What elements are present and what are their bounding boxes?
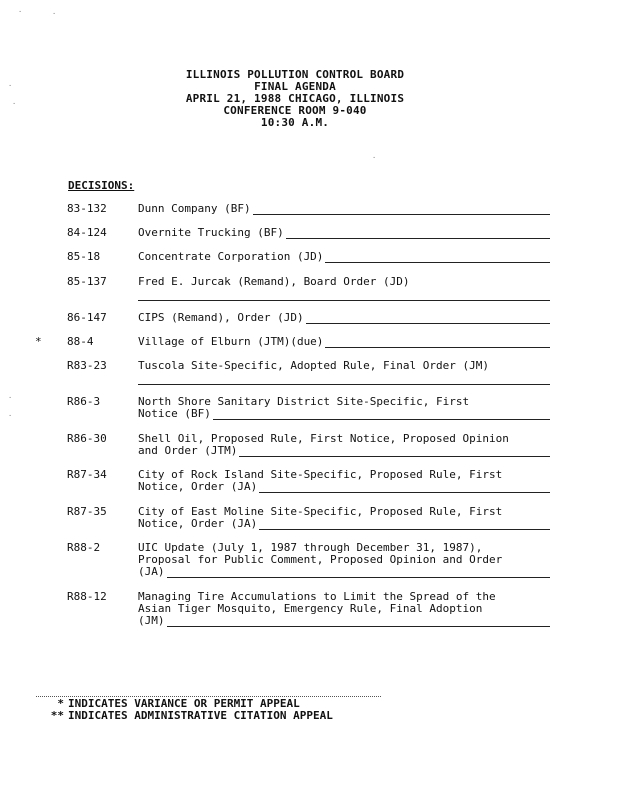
meeting-date-location: APRIL 21, 1988 CHICAGO, ILLINOIS [185, 92, 405, 105]
signature-line [239, 447, 550, 457]
item-number: 88-4 [67, 335, 94, 348]
legend-mark: ** [50, 709, 64, 722]
meeting-room: CONFERENCE ROOM 9-040 [223, 104, 367, 117]
item-description: Shell Oil, Proposed Rule, First Notice, Proposed Opinion [138, 432, 509, 445]
item-description: Dunn Company (BF) [138, 202, 251, 215]
item-description: and Order (JTM) [138, 444, 238, 457]
item-description: UIC Update (July 1, 1987 through December 31, 1987), [138, 541, 483, 554]
signature-line [259, 483, 550, 493]
item-description: (JA) [138, 565, 165, 578]
item-description: Notice, Order (JA) [138, 480, 258, 493]
signature-line [213, 410, 550, 420]
item-number: 83-132 [67, 202, 107, 215]
legend-text: INDICATES VARIANCE OR PERMIT APPEAL [68, 697, 300, 710]
scan-speck: · [12, 100, 17, 108]
signature-line [167, 568, 551, 578]
item-description: City of East Moline Site-Specific, Proposed Rule, First [138, 505, 503, 518]
agency-title: ILLINOIS POLLUTION CONTROL BOARD [185, 68, 405, 81]
item-number: R83-23 [67, 359, 107, 372]
item-description: Overnite Trucking (BF) [138, 226, 284, 239]
scan-speck: · [372, 154, 377, 162]
item-description: Asian Tiger Mosquito, Emergency Rule, Final Adoption [138, 602, 483, 615]
item-number: R87-34 [67, 468, 107, 481]
signature-line [259, 520, 550, 530]
signature-line [138, 375, 550, 385]
item-number: R88-12 [67, 590, 107, 603]
signature-line [167, 617, 551, 627]
item-number: 86-147 [67, 311, 107, 324]
signature-line [325, 338, 550, 348]
item-description: Concentrate Corporation (JD) [138, 250, 324, 263]
legend-mark: * [57, 697, 64, 710]
item-number: R86-3 [67, 395, 101, 408]
item-description: Notice, Order (JA) [138, 517, 258, 530]
scan-speck: · [18, 8, 23, 16]
item-number: 84-124 [67, 226, 107, 239]
item-description: Tuscola Site-Specific, Adopted Rule, Final Order (JM) [138, 359, 489, 372]
legend-divider [36, 696, 381, 697]
meeting-time: 10:30 A.M. [260, 116, 330, 129]
signature-line [286, 229, 550, 239]
item-description: Village of Elburn (JTM)(due) [138, 335, 324, 348]
signature-line [306, 314, 550, 324]
item-number: 85-137 [67, 275, 107, 288]
item-description: (JM) [138, 614, 165, 627]
legend-text: INDICATES ADMINISTRATIVE CITATION APPEAL [68, 709, 333, 722]
signature-line [138, 291, 550, 301]
item-description: North Shore Sanitary District Site-Specific, First [138, 395, 470, 408]
item-description: City of Rock Island Site-Specific, Proposed Rule, First [138, 468, 503, 481]
item-number: R87-35 [67, 505, 107, 518]
scan-speck: · [8, 394, 13, 402]
signature-line [253, 205, 550, 215]
agenda-title: FINAL AGENDA [254, 80, 336, 93]
decisions-heading: DECISIONS: [68, 179, 135, 192]
item-description: Proposal for Public Comment, Proposed Opinion and Order [138, 553, 503, 566]
signature-line [325, 253, 550, 263]
scan-speck: · [8, 82, 13, 90]
item-description: Managing Tire Accumulations to Limit the Spread of the [138, 590, 496, 603]
scan-speck: · [52, 10, 57, 18]
item-number: R86-30 [67, 432, 107, 445]
item-description: Notice (BF) [138, 407, 211, 420]
legend [28, 698, 333, 722]
item-description: Fred E. Jurcak (Remand), Board Order (JD) [138, 275, 410, 288]
legend-item [28, 710, 333, 722]
variance-marker: * [35, 335, 42, 348]
item-number: R88-2 [67, 541, 101, 554]
scan-speck: · [8, 412, 13, 420]
item-description: CIPS (Remand), Order (JD) [138, 311, 304, 324]
agenda-header [0, 69, 590, 129]
item-number: 85-18 [67, 250, 101, 263]
